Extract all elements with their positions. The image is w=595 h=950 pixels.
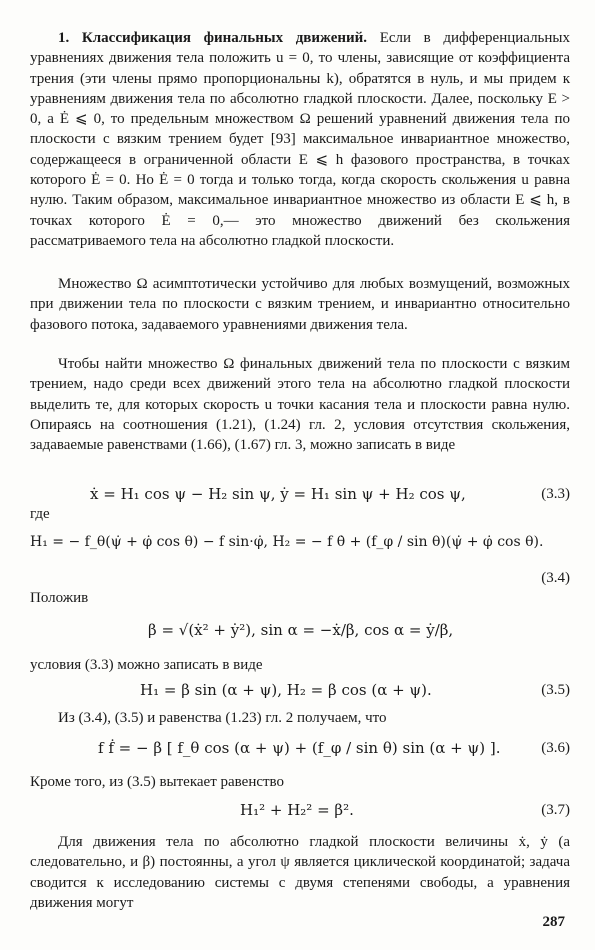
equation-body: H₁ = β sin (α + ψ), H₂ = β cos (α + ψ). (140, 681, 432, 699)
equation-3-4-number-row (30, 566, 570, 590)
word-where: где (30, 506, 50, 522)
paragraph-besides: Кроме того, из (3.5) вытекает равенство (30, 774, 285, 790)
section-heading: 1. Классификация финальных движений. (58, 30, 368, 46)
equation-body: f ḟ = − β [ f_θ cos (α + ψ) + (f_φ / sin θ) sin (α + ψ) ]. (98, 739, 501, 757)
equation-number: (3.6) (541, 740, 570, 756)
equation-3-4 (30, 530, 570, 554)
equation-beta (30, 618, 570, 642)
equation-body: H₁² + H₂² = β². (240, 801, 354, 819)
equation-body: H₁ = − f_θ(ψ̇ + φ̇ cos θ) − f sin·φ̇, H₂ = − f θ̇ + (f_φ / sin θ)(ψ̇ + φ̇ cos θ). (30, 534, 544, 550)
paragraph-final-motions: Чтобы найти множество Ω финальных движений тела по плоскости с вязким трением, надо среди всех движений этого тела на абсолютно гладкой плоскости выделить те, для которых скорость u точки касания тела и плоскости равна нулю. Опираясь на соотношения (1.21), (1.24) гл. 2, условия отсутствия скольжения, задаваемые равенствами (1.66), (1.67) гл. 3, можно записать в виде (30, 356, 570, 454)
equation-number: (3.3) (541, 486, 570, 502)
equation-number: (3.7) (541, 802, 570, 818)
paragraph-smooth-plane: Для движения тела по абсолютно гладкой плоскости величины ẋ, ẏ (а следовательно, и β) постоянны, а угол ψ является циклической координатой; задача сводится к исследованию системы с двумя степенями свободы, а уравнения движения могут (30, 834, 570, 911)
paragraph-classification (30, 28, 570, 251)
equation-3-3 (30, 482, 570, 506)
equation-number: (3.4) (541, 570, 570, 586)
equation-3-5 (30, 678, 570, 702)
equation-body: β = √(ẋ² + ẏ²), sin α = −ẋ/β, cos α = ẏ/β, (148, 621, 454, 639)
equation-3-7 (30, 798, 570, 822)
equation-3-6 (30, 736, 570, 760)
equation-number: (3.5) (541, 682, 570, 698)
equation-body: ẋ = H₁ cos ψ − H₂ sin ψ, ẏ = H₁ sin ψ + H₂ cos ψ, (90, 485, 466, 503)
paragraph-asymptotic-stability: Множество Ω асимптотически устойчиво для любых возмущений, возможных при движении тела по плоскости с вязким трением, и инвариантно относительно фазового потока, задаваемого уравнениями движения тела. (30, 276, 570, 333)
paragraph-conditions: условия (3.3) можно записать в виде (30, 657, 263, 673)
word-polozhiv: Положив (30, 590, 89, 606)
paragraph-text: Если в дифференциальных уравнениях движения тела положить u = 0, то члены, зависящие от коэффициента трения (эти члены прямо пропорциональны k), обратятся в нуль, и мы придем к уравнениям движения тела по абсолютно гладкой плоскости. Далее, поскольку E > 0, а Ė ⩽ 0, то предельным множеством Ω решений уравнений движения тела по плоскости с вязким трением будет [93] максимальное инвариантное множество, содержащееся в ограниченной области E ⩽ h фазового пространства, в точках которого Ė = 0. Но Ė = 0 тогда и только тогда, когда скорость скольжения u равна нулю. Таким образом, максимальное инвариантное множество из области E ⩽ h, в точках которого Ė = 0,— это множество движений без скольжения рассматриваемого тела на абсолютно гладкой плоскости. (30, 30, 571, 249)
paragraph-from: Из (3.4), (3.5) и равенства (1.23) гл. 2 получаем, что (58, 710, 387, 726)
page-number: 287 (542, 914, 565, 930)
